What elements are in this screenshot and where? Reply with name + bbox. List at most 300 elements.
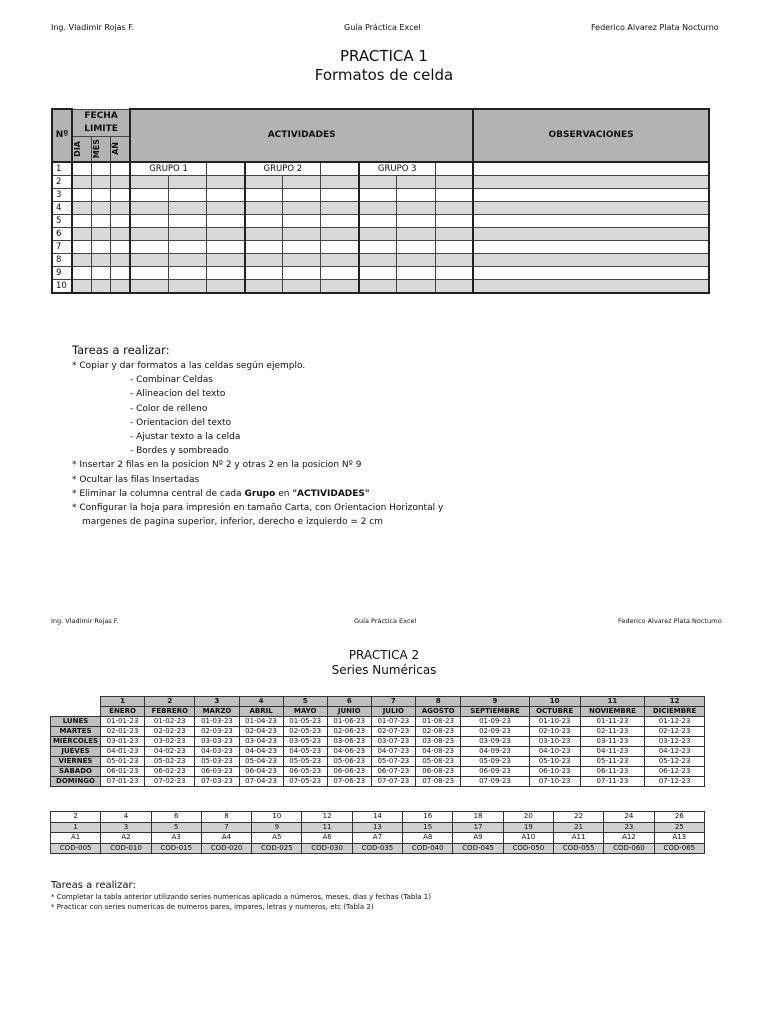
- table-cell: [110, 266, 130, 279]
- table-cell: [91, 266, 110, 279]
- group-label: GRUPO 1: [130, 162, 206, 176]
- day-name: JUEVES: [51, 747, 101, 757]
- row-number: 9: [52, 266, 72, 279]
- date-cell: 01-03-23: [195, 717, 239, 727]
- table-row: [52, 227, 709, 240]
- task-item: * Eliminar la columna central de cada Grupo en "ACTIVIDADES": [72, 488, 370, 499]
- table-cell: [473, 201, 709, 214]
- task2-item: * Completar la tabla anterior utilizando series numericas aplicado a números, meses, dias y fechas (Tabla 1): [51, 893, 431, 901]
- table-cell: [435, 214, 473, 227]
- series-cell: 21: [553, 822, 603, 833]
- month-number: 8: [415, 697, 461, 707]
- month-number: 12: [645, 697, 705, 707]
- date-cell: 07-04-23: [239, 777, 283, 787]
- date-cell: 07-08-23: [415, 777, 461, 787]
- table-row: [51, 812, 705, 823]
- table-cell: [397, 240, 435, 253]
- date-cell: 07-06-23: [327, 777, 371, 787]
- date-cell: 01-01-23: [101, 717, 145, 727]
- date-cell: 03-12-23: [645, 737, 705, 747]
- series-cell: COD-035: [352, 843, 402, 854]
- date-cell: 06-08-23: [415, 767, 461, 777]
- table-cell: [168, 227, 206, 240]
- series-cell: 3: [101, 822, 151, 833]
- month-name: FEBRERO: [145, 707, 195, 717]
- date-cell: 03-08-23: [415, 737, 461, 747]
- date-cell: 05-12-23: [645, 757, 705, 767]
- table-cell: [206, 214, 244, 227]
- date-cell: 03-06-23: [327, 737, 371, 747]
- table-cell: [283, 279, 321, 293]
- series-cell: 6: [151, 812, 201, 823]
- date-cell: 06-07-23: [371, 767, 415, 777]
- series-cell: A13: [654, 833, 704, 844]
- table-cell: [168, 175, 206, 188]
- month-number: 3: [195, 697, 239, 707]
- task-item: * Configurar la hoja para impresión en tamaño Carta, con Orientacion Horizontal y: [72, 503, 444, 514]
- table-row: [51, 697, 705, 707]
- date-cell: 03-04-23: [239, 737, 283, 747]
- table-cell: [130, 175, 168, 188]
- table-cell: [245, 201, 283, 214]
- table-cell: [283, 227, 321, 240]
- table-cell: [321, 175, 359, 188]
- table-row: [51, 777, 705, 787]
- day-name: MARTES: [51, 727, 101, 737]
- series-cell: COD-050: [503, 843, 553, 854]
- series-cell: COD-040: [403, 843, 453, 854]
- row-number: 7: [52, 240, 72, 253]
- table-cell: [245, 266, 283, 279]
- series-cell: COD-045: [453, 843, 503, 854]
- task-subitem: - Alineacion del texto: [130, 389, 226, 400]
- task-subitem: - Bordes y sombreado: [130, 446, 229, 457]
- day-name: MIÉRCOLES: [51, 737, 101, 747]
- date-cell: 03-01-23: [101, 737, 145, 747]
- date-cell: 02-12-23: [645, 727, 705, 737]
- date-cell: 03-03-23: [195, 737, 239, 747]
- date-cell: 03-11-23: [580, 737, 644, 747]
- date-cell: 01-11-23: [580, 717, 644, 727]
- practica1-title: PRACTICA 1: [340, 47, 428, 65]
- date-cell: 04-02-23: [145, 747, 195, 757]
- table-cell: [397, 188, 435, 201]
- table-cell: [72, 175, 91, 188]
- table-row: [51, 717, 705, 727]
- series-cell: 12: [302, 812, 352, 823]
- table-cell: [206, 175, 244, 188]
- series-cell: 5: [151, 822, 201, 833]
- date-cell: 07-11-23: [580, 777, 644, 787]
- date-cell: 07-07-23: [371, 777, 415, 787]
- table-cell: [435, 188, 473, 201]
- date-cell: 01-10-23: [529, 717, 580, 727]
- col-no-header: Nº: [52, 109, 72, 162]
- table-cell: [397, 279, 435, 293]
- date-cell: 06-04-23: [239, 767, 283, 777]
- task-subitem: - Ajustar texto a la celda: [130, 432, 241, 443]
- month-number: 10: [529, 697, 580, 707]
- table-cell: [321, 227, 359, 240]
- tasks2-list: [51, 892, 431, 912]
- table-cell: [110, 240, 130, 253]
- date-cell: 04-07-23: [371, 747, 415, 757]
- date-cell: 06-03-23: [195, 767, 239, 777]
- table-cell: [359, 188, 397, 201]
- date-cell: 02-06-23: [327, 727, 371, 737]
- table-cell: [359, 214, 397, 227]
- table-row: [51, 727, 705, 737]
- practica1-subtitle: Formatos de celda: [314, 66, 454, 84]
- table-row: [51, 747, 705, 757]
- table-row: [51, 822, 705, 833]
- task-item-continued: margenes de pagina superior, inferior, derecho e izquierdo = 2 cm: [82, 517, 384, 528]
- month-number: 1: [101, 697, 145, 707]
- table-cell: [168, 253, 206, 266]
- table-cell: [206, 162, 244, 176]
- table-cell: [206, 188, 244, 201]
- date-cell: 04-10-23: [529, 747, 580, 757]
- table-cell: [435, 227, 473, 240]
- table-cell: [473, 162, 709, 176]
- month-name: MARZO: [195, 707, 239, 717]
- month-name: JUNIO: [327, 707, 371, 717]
- date-cell: 05-01-23: [101, 757, 145, 767]
- row-number: 5: [52, 214, 72, 227]
- date-cell: 01-08-23: [415, 717, 461, 727]
- date-cell: 07-01-23: [101, 777, 145, 787]
- header-left: Ing. Vladimir Rojas F.: [51, 23, 135, 32]
- date-cell: 04-01-23: [101, 747, 145, 757]
- series-cell: COD-065: [654, 843, 704, 854]
- series-cell: 15: [403, 822, 453, 833]
- table-cell: [435, 162, 473, 176]
- date-cell: 02-02-23: [145, 727, 195, 737]
- series-cell: A1: [51, 833, 101, 844]
- table-cell: [283, 201, 321, 214]
- date-cell: 04-09-23: [461, 747, 529, 757]
- table-cell: [130, 253, 168, 266]
- day-name: DOMINGO: [51, 777, 101, 787]
- series-cell: COD-005: [51, 843, 101, 854]
- table-cell: [91, 214, 110, 227]
- row-number: 4: [52, 201, 72, 214]
- row-number: 8: [52, 253, 72, 266]
- series-cell: 16: [403, 812, 453, 823]
- row-number: 6: [52, 227, 72, 240]
- series-cell: 13: [352, 822, 402, 833]
- table-cell: [245, 188, 283, 201]
- series-cell: 2: [51, 812, 101, 823]
- series-cell: A12: [604, 833, 654, 844]
- table-cell: [359, 279, 397, 293]
- month-name: ABRIL: [239, 707, 283, 717]
- table-cell: [397, 253, 435, 266]
- month-number: 7: [371, 697, 415, 707]
- series-cell: 14: [352, 812, 402, 823]
- table-cell: [473, 240, 709, 253]
- table-row: [52, 162, 709, 176]
- header2-left: Ing. Vladimir Rojas F.: [51, 617, 119, 625]
- series-cell: A3: [151, 833, 201, 844]
- series-cell: COD-010: [101, 843, 151, 854]
- day-name: LUNES: [51, 717, 101, 727]
- table-cell: [359, 266, 397, 279]
- table-cell: [91, 227, 110, 240]
- task-item: * Copiar y dar formatos a las celdas según ejemplo.: [72, 361, 306, 371]
- month-number: 2: [145, 697, 195, 707]
- date-cell: 02-09-23: [461, 727, 529, 737]
- table-cell: [245, 227, 283, 240]
- table-cell: [245, 175, 283, 188]
- table-cell: [110, 214, 130, 227]
- table-cell: [473, 253, 709, 266]
- date-cell: 06-09-23: [461, 767, 529, 777]
- row-number: 3: [52, 188, 72, 201]
- date-cell: 05-09-23: [461, 757, 529, 767]
- table-cell: [168, 214, 206, 227]
- series-cell: A7: [352, 833, 402, 844]
- series-cell: A11: [553, 833, 603, 844]
- month-number: 5: [283, 697, 327, 707]
- series-cell: 11: [302, 822, 352, 833]
- table-cell: [283, 188, 321, 201]
- table-cell: [110, 162, 130, 176]
- col-dia-header: DIA: [73, 140, 83, 157]
- table-row: [51, 757, 705, 767]
- table-cell: [283, 175, 321, 188]
- month-name: JULIO: [371, 707, 415, 717]
- date-cell: 01-05-23: [283, 717, 327, 727]
- month-number: 9: [461, 697, 529, 707]
- month-name: NOVIEMBRE: [580, 707, 644, 717]
- date-cell: 01-09-23: [461, 717, 529, 727]
- table-cell: [91, 279, 110, 293]
- table-cell: [473, 279, 709, 293]
- date-cell: 04-04-23: [239, 747, 283, 757]
- table-row: [51, 833, 705, 844]
- date-cell: 01-07-23: [371, 717, 415, 727]
- date-cell: 03-05-23: [283, 737, 327, 747]
- date-cell: 05-06-23: [327, 757, 371, 767]
- table-row: [51, 843, 705, 854]
- table-row: [51, 737, 705, 747]
- date-cell: 05-03-23: [195, 757, 239, 767]
- table-cell: [130, 188, 168, 201]
- table-cell: [321, 188, 359, 201]
- table-cell: [206, 266, 244, 279]
- series-cell: 8: [201, 812, 251, 823]
- row-number: 10: [52, 279, 72, 293]
- series-cell: 9: [252, 822, 302, 833]
- date-cell: 06-01-23: [101, 767, 145, 777]
- table-cell: [359, 201, 397, 214]
- table-cell: [91, 175, 110, 188]
- table-cell: [72, 253, 91, 266]
- series-cell: 24: [604, 812, 654, 823]
- date-cell: 07-09-23: [461, 777, 529, 787]
- row-number: 1: [52, 162, 72, 176]
- date-cell: 02-08-23: [415, 727, 461, 737]
- table-cell: [91, 162, 110, 176]
- month-name: MAYO: [283, 707, 327, 717]
- table-cell: [72, 214, 91, 227]
- series-cell: 10: [252, 812, 302, 823]
- formatos-table: [51, 108, 710, 294]
- date-cell: 04-05-23: [283, 747, 327, 757]
- table-row: [52, 188, 709, 201]
- table-cell: [168, 266, 206, 279]
- tasks1-list: [72, 359, 692, 529]
- date-cell: 03-02-23: [145, 737, 195, 747]
- table-cell: [130, 266, 168, 279]
- table-cell: [397, 227, 435, 240]
- table-cell: [283, 266, 321, 279]
- table-cell: [321, 266, 359, 279]
- task-subitem: - Color de relleno: [130, 403, 208, 414]
- series-fechas-table: [50, 696, 705, 787]
- table-cell: [245, 240, 283, 253]
- series-cell: 20: [503, 812, 553, 823]
- table-cell: [397, 266, 435, 279]
- table-cell: [206, 253, 244, 266]
- table-cell: [397, 175, 435, 188]
- blank-cell: [51, 697, 101, 707]
- table-cell: [72, 162, 91, 176]
- table-cell: [91, 188, 110, 201]
- date-cell: 02-04-23: [239, 727, 283, 737]
- table-cell: [168, 188, 206, 201]
- series-cell: 26: [654, 812, 704, 823]
- table-cell: [283, 214, 321, 227]
- month-name: ENERO: [101, 707, 145, 717]
- series-cell: A6: [302, 833, 352, 844]
- table-cell: [206, 279, 244, 293]
- table-cell: [359, 253, 397, 266]
- date-cell: 01-12-23: [645, 717, 705, 727]
- table-cell: [435, 175, 473, 188]
- day-name: SÁBADO: [51, 767, 101, 777]
- date-cell: 06-11-23: [580, 767, 644, 777]
- table-cell: [72, 188, 91, 201]
- month-name: SEPTIEMBRE: [461, 707, 529, 717]
- series-cell: A2: [101, 833, 151, 844]
- table-cell: [72, 227, 91, 240]
- series-cell: COD-025: [252, 843, 302, 854]
- table-cell: [130, 214, 168, 227]
- table-cell: [206, 240, 244, 253]
- series-numericas-table: [50, 811, 705, 854]
- date-cell: 05-10-23: [529, 757, 580, 767]
- table-cell: [321, 201, 359, 214]
- table-cell: [435, 266, 473, 279]
- date-cell: 05-04-23: [239, 757, 283, 767]
- table-cell: [130, 227, 168, 240]
- month-number: 6: [327, 697, 371, 707]
- table-cell: [72, 201, 91, 214]
- series-cell: 17: [453, 822, 503, 833]
- table-cell: [321, 214, 359, 227]
- tasks2-title: Tareas a realizar:: [51, 880, 136, 891]
- table-cell: [91, 240, 110, 253]
- table-cell: [245, 253, 283, 266]
- table-cell: [283, 240, 321, 253]
- date-cell: 06-06-23: [327, 767, 371, 777]
- col-actividades-header: ACTIVIDADES: [130, 109, 473, 162]
- header-center: Guía Práctica Excel: [344, 23, 421, 32]
- date-cell: 06-05-23: [283, 767, 327, 777]
- table-cell: [359, 175, 397, 188]
- task-item: * Ocultar las filas Insertadas: [72, 474, 200, 485]
- series-cell: COD-015: [151, 843, 201, 854]
- date-cell: 05-11-23: [580, 757, 644, 767]
- table-cell: [473, 214, 709, 227]
- date-cell: 07-03-23: [195, 777, 239, 787]
- table-cell: [283, 253, 321, 266]
- date-cell: 03-07-23: [371, 737, 415, 747]
- month-name: OCTUBRE: [529, 707, 580, 717]
- series-cell: 4: [101, 812, 151, 823]
- series-cell: 1: [51, 822, 101, 833]
- table-cell: [321, 240, 359, 253]
- task-subitem: - Combinar Celdas: [130, 375, 213, 386]
- month-name: AGOSTO: [415, 707, 461, 717]
- date-cell: 05-08-23: [415, 757, 461, 767]
- date-cell: 05-07-23: [371, 757, 415, 767]
- series-cell: COD-055: [553, 843, 603, 854]
- table-cell: [72, 240, 91, 253]
- table-cell: [130, 279, 168, 293]
- date-cell: 01-02-23: [145, 717, 195, 727]
- date-cell: 01-06-23: [327, 717, 371, 727]
- practica2-subtitle: Series Numéricas: [331, 663, 437, 677]
- month-number: 11: [580, 697, 644, 707]
- series-cell: 23: [604, 822, 654, 833]
- series-cell: COD-060: [604, 843, 654, 854]
- table-cell: [168, 279, 206, 293]
- table-cell: [321, 253, 359, 266]
- table-row: [52, 175, 709, 188]
- header2-center: Guía Práctica Excel: [354, 617, 417, 625]
- table-cell: [91, 253, 110, 266]
- table-cell: [110, 279, 130, 293]
- series-cell: 18: [453, 812, 503, 823]
- table-cell: [72, 266, 91, 279]
- date-cell: 06-02-23: [145, 767, 195, 777]
- date-cell: 02-01-23: [101, 727, 145, 737]
- table-cell: [72, 279, 91, 293]
- date-cell: 02-11-23: [580, 727, 644, 737]
- header-right: Federico Alvarez Plata Nocturno: [591, 23, 719, 32]
- date-cell: 02-10-23: [529, 727, 580, 737]
- practica2-title: PRACTICA 2: [348, 648, 420, 662]
- table-row: [52, 214, 709, 227]
- date-cell: 03-09-23: [461, 737, 529, 747]
- task-subitem: - Orientacion del texto: [130, 417, 232, 428]
- date-cell: 04-12-23: [645, 747, 705, 757]
- date-cell: 05-02-23: [145, 757, 195, 767]
- date-cell: 04-11-23: [580, 747, 644, 757]
- table-cell: [130, 201, 168, 214]
- date-cell: 01-04-23: [239, 717, 283, 727]
- table-cell: [473, 188, 709, 201]
- table-cell: [397, 201, 435, 214]
- table-cell: [435, 240, 473, 253]
- table-cell: [359, 240, 397, 253]
- table-cell: [110, 175, 130, 188]
- table-cell: [473, 266, 709, 279]
- table-cell: [321, 279, 359, 293]
